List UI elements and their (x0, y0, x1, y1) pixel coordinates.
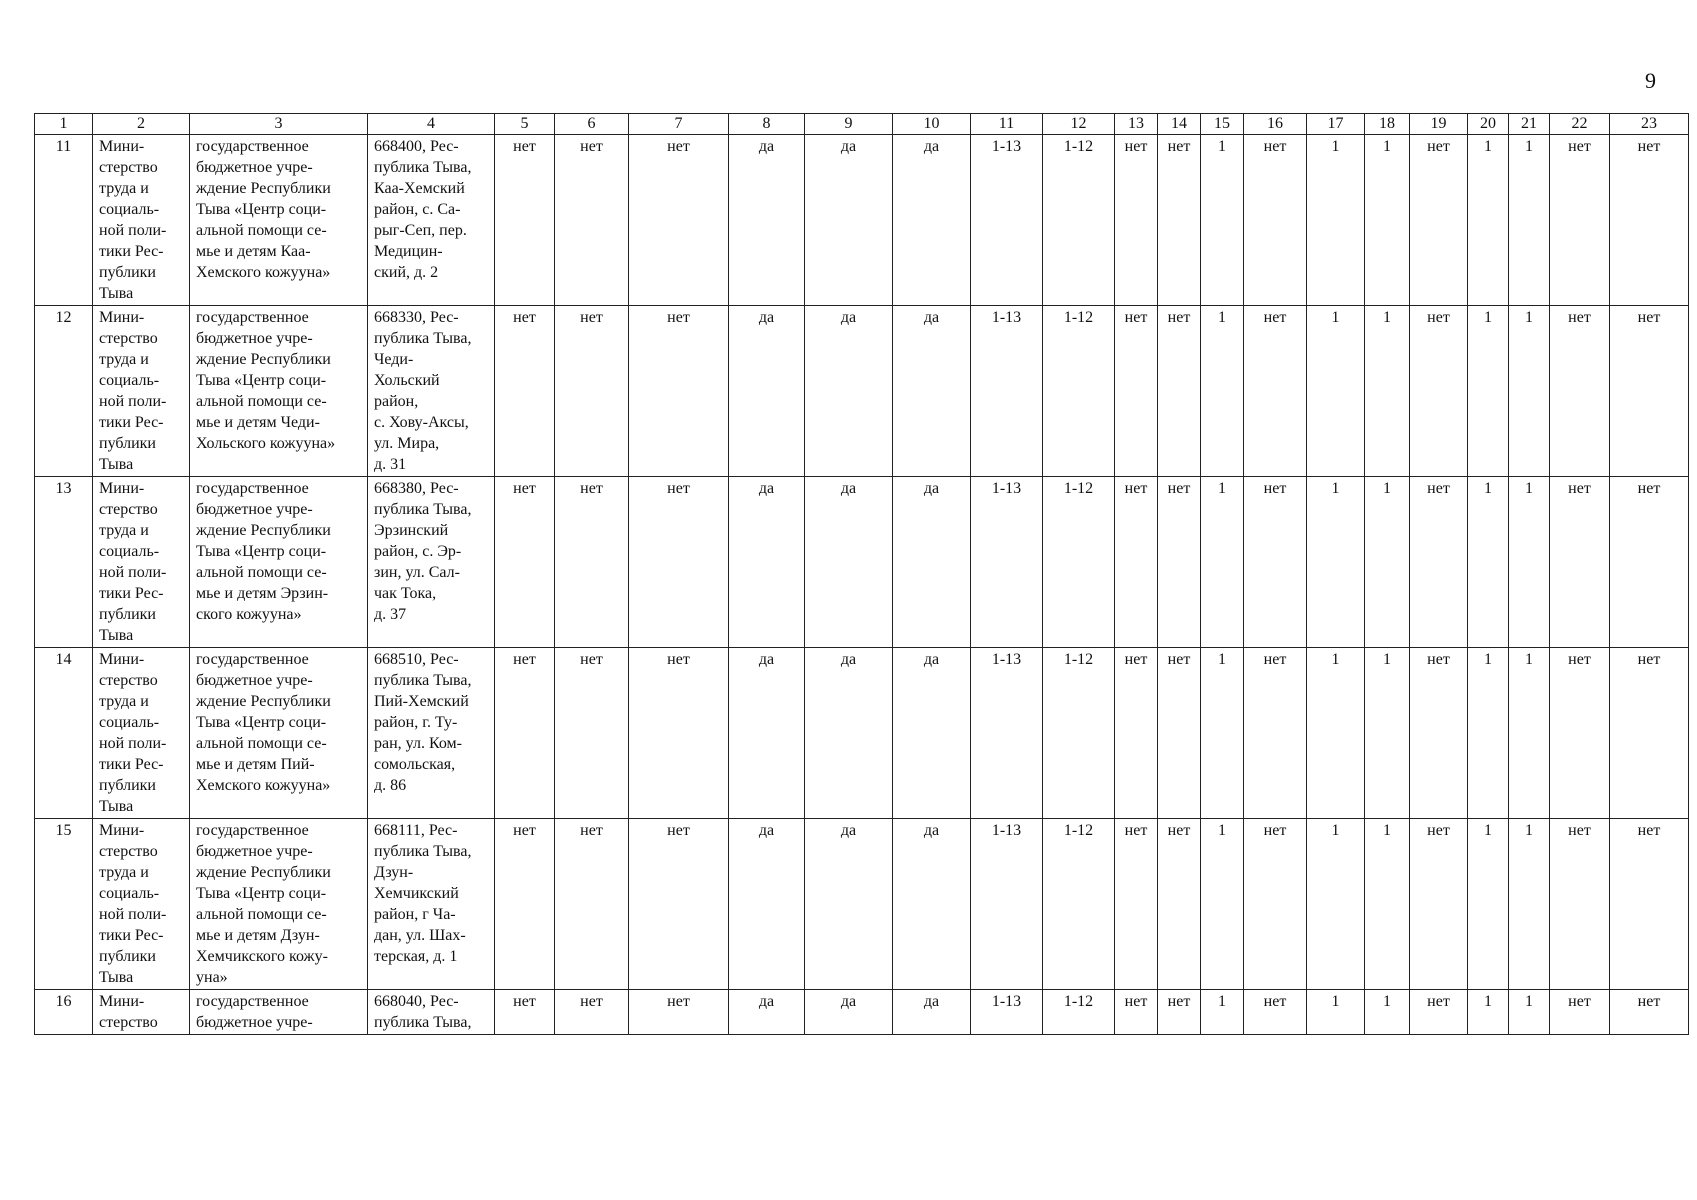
value-cell: нет (555, 135, 629, 306)
value-cell: нет (1610, 648, 1689, 819)
value-cell: 1 (1365, 990, 1410, 1035)
value-cell: нет (1244, 306, 1307, 477)
institution-name-cell: государственное бюджетное учре- ждение Республики Тыва «Центр соци- альной помощи се- мье и детям Чеди- Хольского кожууна» (190, 306, 368, 477)
column-header: 4 (368, 114, 495, 135)
row-number-cell: 12 (35, 306, 93, 477)
value-cell: нет (629, 819, 729, 990)
value-cell: 1-12 (1043, 819, 1115, 990)
value-cell: нет (1610, 477, 1689, 648)
value-cell: 1 (1468, 819, 1509, 990)
row-number-cell: 15 (35, 819, 93, 990)
row-number-cell: 11 (35, 135, 93, 306)
value-cell: да (729, 819, 805, 990)
value-cell: да (729, 477, 805, 648)
column-header: 17 (1307, 114, 1365, 135)
value-cell: да (805, 648, 893, 819)
value-cell: нет (1410, 648, 1468, 819)
value-cell: 1 (1468, 306, 1509, 477)
value-cell: 1 (1509, 135, 1550, 306)
value-cell: нет (555, 648, 629, 819)
value-cell: 1-12 (1043, 648, 1115, 819)
value-cell: 1 (1509, 648, 1550, 819)
value-cell: да (805, 990, 893, 1035)
value-cell: да (893, 306, 971, 477)
value-cell: нет (629, 990, 729, 1035)
value-cell: да (893, 135, 971, 306)
value-cell: да (893, 477, 971, 648)
value-cell: да (893, 819, 971, 990)
value-cell: нет (1550, 990, 1610, 1035)
address-cell: 668040, Рес- публика Тыва, (368, 990, 495, 1035)
ministry-cell: Мини- стерство (93, 990, 190, 1035)
page-number: 9 (1645, 68, 1656, 93)
value-cell: да (893, 990, 971, 1035)
value-cell: нет (555, 990, 629, 1035)
value-cell: нет (1410, 306, 1468, 477)
column-header: 18 (1365, 114, 1410, 135)
value-cell: нет (1115, 477, 1158, 648)
value-cell: нет (555, 477, 629, 648)
value-cell: нет (1550, 306, 1610, 477)
value-cell: нет (495, 990, 555, 1035)
value-cell: нет (1244, 477, 1307, 648)
value-cell: нет (1115, 135, 1158, 306)
value-cell: нет (1410, 819, 1468, 990)
value-cell: да (805, 306, 893, 477)
value-cell: 1 (1468, 135, 1509, 306)
value-cell: нет (1550, 135, 1610, 306)
column-header: 1 (35, 114, 93, 135)
value-cell: 1 (1468, 648, 1509, 819)
header-row (35, 114, 1689, 135)
value-cell: нет (495, 306, 555, 477)
value-cell: нет (1158, 819, 1201, 990)
value-cell: 1-12 (1043, 990, 1115, 1035)
table-row (35, 477, 1689, 648)
value-cell: нет (555, 819, 629, 990)
value-cell: 1 (1365, 477, 1410, 648)
value-cell: 1 (1201, 990, 1244, 1035)
value-cell: 1-13 (971, 477, 1043, 648)
value-cell: да (729, 648, 805, 819)
value-cell: да (729, 990, 805, 1035)
value-cell: нет (629, 477, 729, 648)
column-header: 22 (1550, 114, 1610, 135)
institution-name-cell: государственное бюджетное учре- ждение Республики Тыва «Центр соци- альной помощи се- мье и детям Пий- Хемского кожууна» (190, 648, 368, 819)
column-header: 19 (1410, 114, 1468, 135)
value-cell: нет (495, 648, 555, 819)
column-header: 12 (1043, 114, 1115, 135)
value-cell: 1 (1509, 819, 1550, 990)
value-cell: 1 (1201, 477, 1244, 648)
value-cell: нет (1158, 477, 1201, 648)
ministry-cell: Мини- стерство труда и социаль- ной поли- тики Рес- публики Тыва (93, 819, 190, 990)
value-cell: 1 (1365, 648, 1410, 819)
value-cell: 1-13 (971, 648, 1043, 819)
column-header: 14 (1158, 114, 1201, 135)
value-cell: нет (1115, 306, 1158, 477)
column-header: 13 (1115, 114, 1158, 135)
value-cell: нет (495, 819, 555, 990)
value-cell: 1 (1509, 477, 1550, 648)
value-cell: 1 (1201, 819, 1244, 990)
value-cell: нет (1158, 135, 1201, 306)
value-cell: 1-12 (1043, 306, 1115, 477)
row-number-cell: 13 (35, 477, 93, 648)
value-cell: 1 (1365, 135, 1410, 306)
value-cell: да (805, 477, 893, 648)
value-cell: нет (1610, 819, 1689, 990)
institution-name-cell: государственное бюджетное учре- (190, 990, 368, 1035)
table-row (35, 819, 1689, 990)
value-cell: 1 (1468, 990, 1509, 1035)
column-header: 10 (893, 114, 971, 135)
value-cell: нет (555, 306, 629, 477)
column-header: 2 (93, 114, 190, 135)
value-cell: нет (495, 477, 555, 648)
column-header: 23 (1610, 114, 1689, 135)
column-header: 21 (1509, 114, 1550, 135)
value-cell: 1-13 (971, 819, 1043, 990)
institution-name-cell: государственное бюджетное учре- ждение Республики Тыва «Центр соци- альной помощи се- мье и детям Каа- Хемского кожууна» (190, 135, 368, 306)
value-cell: нет (1610, 990, 1689, 1035)
column-header: 16 (1244, 114, 1307, 135)
column-header: 8 (729, 114, 805, 135)
value-cell: да (805, 135, 893, 306)
column-header: 9 (805, 114, 893, 135)
value-cell: нет (1550, 477, 1610, 648)
value-cell: 1 (1201, 135, 1244, 306)
value-cell: да (729, 135, 805, 306)
institution-name-cell: государственное бюджетное учре- ждение Республики Тыва «Центр соци- альной помощи се- мье и детям Дзун- Хемчикского кожу- уна» (190, 819, 368, 990)
value-cell: нет (1244, 648, 1307, 819)
value-cell: 1 (1307, 990, 1365, 1035)
ministry-cell: Мини- стерство труда и социаль- ной поли- тики Рес- публики Тыва (93, 135, 190, 306)
address-cell: 668510, Рес- публика Тыва, Пий-Хемский район, г. Ту- ран, ул. Ком- сомольская, д. 86 (368, 648, 495, 819)
value-cell: 1 (1201, 306, 1244, 477)
column-header: 6 (555, 114, 629, 135)
value-cell: 1 (1307, 819, 1365, 990)
value-cell: нет (1158, 648, 1201, 819)
column-header: 11 (971, 114, 1043, 135)
value-cell: нет (1610, 306, 1689, 477)
value-cell: 1 (1307, 135, 1365, 306)
value-cell: нет (629, 648, 729, 819)
value-cell: 1-13 (971, 135, 1043, 306)
value-cell: нет (1115, 648, 1158, 819)
value-cell: да (893, 648, 971, 819)
value-cell: нет (1410, 135, 1468, 306)
value-cell: нет (1244, 135, 1307, 306)
value-cell: 1 (1201, 648, 1244, 819)
value-cell: нет (1550, 819, 1610, 990)
row-number-cell: 14 (35, 648, 93, 819)
value-cell: нет (1158, 306, 1201, 477)
value-cell: нет (1550, 648, 1610, 819)
value-cell: нет (1410, 477, 1468, 648)
address-cell: 668330, Рес- публика Тыва, Чеди- Хольский район, с. Хову-Аксы, ул. Мира, д. 31 (368, 306, 495, 477)
value-cell: нет (629, 135, 729, 306)
column-header: 3 (190, 114, 368, 135)
value-cell: 1-12 (1043, 477, 1115, 648)
value-cell: нет (1244, 819, 1307, 990)
value-cell: 1 (1365, 306, 1410, 477)
value-cell: нет (1244, 990, 1307, 1035)
column-header: 20 (1468, 114, 1509, 135)
ministry-cell: Мини- стерство труда и социаль- ной поли- тики Рес- публики Тыва (93, 306, 190, 477)
value-cell: 1 (1468, 477, 1509, 648)
value-cell: нет (629, 306, 729, 477)
ministry-cell: Мини- стерство труда и социаль- ной поли- тики Рес- публики Тыва (93, 477, 190, 648)
column-header: 5 (495, 114, 555, 135)
row-number-cell: 16 (35, 990, 93, 1035)
table-row (35, 135, 1689, 306)
value-cell: 1-13 (971, 306, 1043, 477)
value-cell: нет (1115, 990, 1158, 1035)
value-cell: 1 (1365, 819, 1410, 990)
value-cell: нет (1610, 135, 1689, 306)
value-cell: 1 (1307, 477, 1365, 648)
value-cell: 1-13 (971, 990, 1043, 1035)
table-row (35, 990, 1689, 1035)
ministry-cell: Мини- стерство труда и социаль- ной поли- тики Рес- публики Тыва (93, 648, 190, 819)
table-row (35, 648, 1689, 819)
table-row (35, 306, 1689, 477)
value-cell: 1 (1307, 648, 1365, 819)
column-header: 15 (1201, 114, 1244, 135)
value-cell: нет (1410, 990, 1468, 1035)
value-cell: нет (1115, 819, 1158, 990)
value-cell: 1-12 (1043, 135, 1115, 306)
value-cell: да (805, 819, 893, 990)
column-header: 7 (629, 114, 729, 135)
value-cell: да (729, 306, 805, 477)
value-cell: 1 (1509, 990, 1550, 1035)
address-cell: 668380, Рес- публика Тыва, Эрзинский район, с. Эр- зин, ул. Сал- чак Тока, д. 37 (368, 477, 495, 648)
value-cell: 1 (1307, 306, 1365, 477)
address-cell: 668400, Рес- публика Тыва, Каа-Хемский район, с. Са- рыг-Сеп, пер. Медицин- ский, д. 2 (368, 135, 495, 306)
address-cell: 668111, Рес- публика Тыва, Дзун- Хемчикский район, г Ча- дан, ул. Шах- терская, д. 1 (368, 819, 495, 990)
value-cell: нет (495, 135, 555, 306)
institution-name-cell: государственное бюджетное учре- ждение Республики Тыва «Центр соци- альной помощи се- мье и детям Эрзин- ского кожууна» (190, 477, 368, 648)
value-cell: 1 (1509, 306, 1550, 477)
value-cell: нет (1158, 990, 1201, 1035)
registry-table (34, 113, 1689, 1035)
